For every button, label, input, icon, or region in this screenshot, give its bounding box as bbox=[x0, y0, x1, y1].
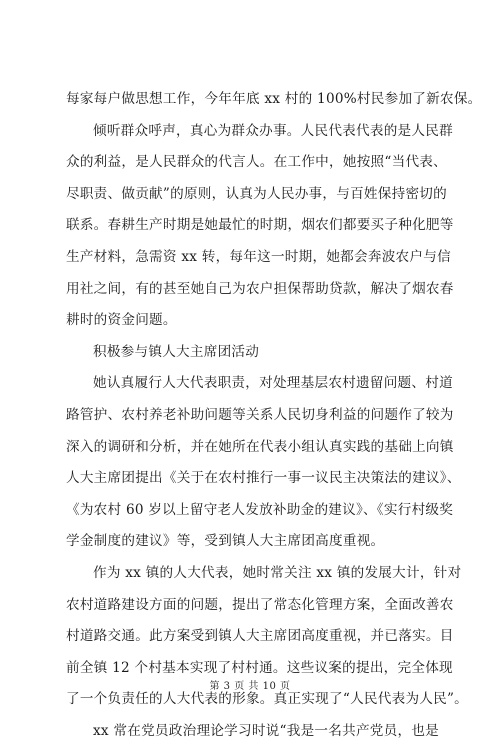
text-line: 村道路交通。此方案受到镇人大主席团高度重视，并已落实。目 bbox=[66, 628, 454, 645]
paragraph-start-line: 作为 xx 镇的人大代表，她时常关注 xx 镇的发展大计，针对 bbox=[93, 564, 462, 581]
text-line: 《为农村 60 岁以上留守老人发放补助金的建议》、《实行村级奖 bbox=[66, 501, 454, 518]
text-line: 生产材料，急需资 xx 转，每年这一时期，她都会奔波农户与信 bbox=[66, 248, 451, 265]
paragraph-start-line: 她认真履行人大代表职责，对处理基层农村遗留问题、村道 bbox=[93, 375, 453, 392]
text-line: 了一个负责任的人大代表的形象。真正实现了“人民代表为人民”。 bbox=[66, 691, 469, 708]
document-body bbox=[66, 84, 482, 747]
text-line: 用社之间，有的甚至她自己为农户担保帮助贷款，解决了烟农春 bbox=[66, 280, 454, 297]
paragraph-start-line: xx 常在党员政治理论学习时说“我是一名共产党员，也是 bbox=[93, 722, 440, 739]
text-line: 耕时的资金问题。 bbox=[66, 312, 177, 329]
text-line: 前全镇 12 个村基本实现了村村通。这些议案的提出，完全体现 bbox=[66, 659, 453, 676]
text-line: 联系。春耕生产时期是她最忙的时期，烟农们都要买子种化肥等 bbox=[66, 217, 454, 234]
text-line: 众的利益，是人民群众的代言人。在工作中，她按照“当代表、 bbox=[66, 154, 447, 171]
text-line: 农村道路建设方面的问题，提出了常态化管理方案，全面改善农 bbox=[66, 596, 454, 613]
text-line: 人大主席团提出《关于在农村推行一事一议民主决策法的建议》、 bbox=[66, 470, 461, 487]
section-heading: 积极参与镇人大主席团活动 bbox=[93, 343, 260, 360]
text-line: 路管护、农村养老补助问题等关系人民切身利益的问题作了较为 bbox=[66, 406, 454, 423]
paragraph-start-line: 倾听群众呼声，真心为群众办事。人民代表代表的是人民群 bbox=[93, 122, 453, 139]
text-line: 每家每户做思想工作，今年年底 xx 村的 100%村民参加了新农保。 bbox=[66, 91, 482, 107]
text-line: 深入的调研和分析，并在她所在代表小组认真实践的基础上向镇 bbox=[66, 438, 454, 455]
text-line: 学金制度的建议》等，受到镇人大主席团高度重视。 bbox=[66, 533, 385, 550]
text-line: 尽职责、做贡献”的原则，认真为人民办事，与百姓保持密切的 bbox=[66, 185, 447, 202]
page-number-footer: 第 3 页 共 10 页 bbox=[209, 681, 291, 692]
